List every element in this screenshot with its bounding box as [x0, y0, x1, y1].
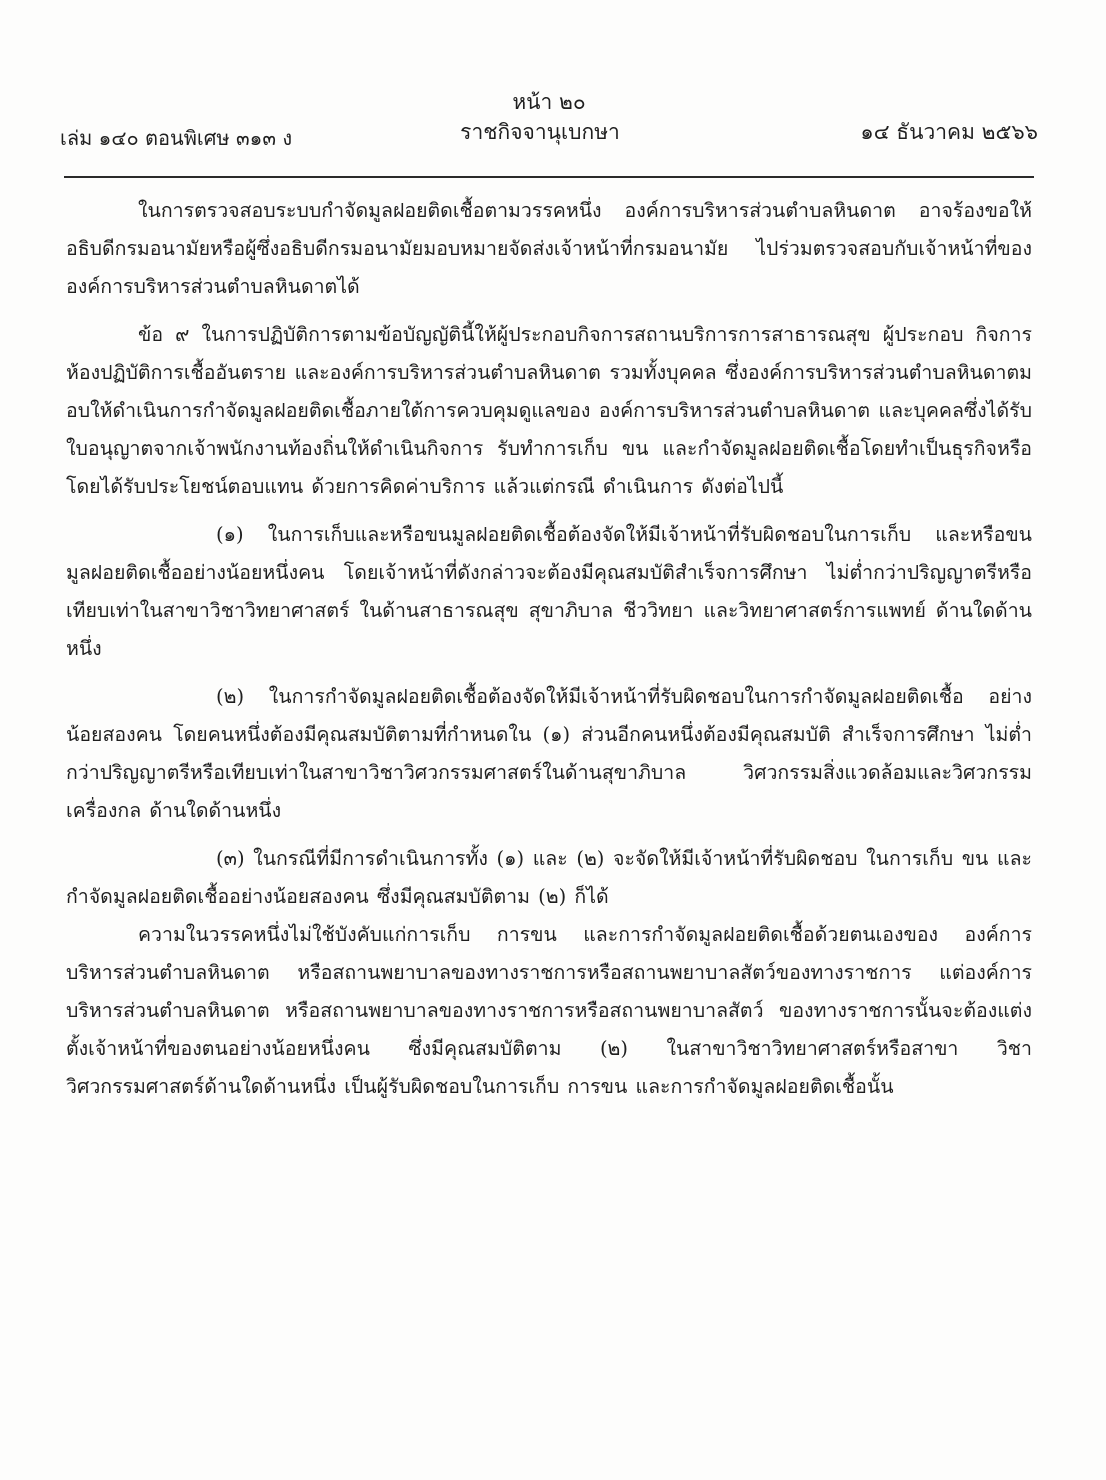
- paragraph-exemption: ความในวรรคหนึ่งไม่ใช้บังคับแก่การเก็บ การขน และการกำจัดมูลฝอยติดเชื้อด้วยตนเองของ องค์การบริหารส่วนตำบลหินดาต หรือสถานพยาบาลของทางราชการหรือสถานพยาบาลสัตว์ของทางราชการ แต่องค์การบริหารส่วนตำบลหินดาต หรือสถานพยาบาลของทางราชการหรือสถานพยาบาลสัตว์ ของทางราชการนั้นจะต้องแต่งตั้งเจ้าหน้าที่ของตนอย่างน้อยหนึ่งคน ซึ่งมีคุณสมบัติตาม (๒) ในสาขาวิชาวิทยาศาสตร์หรือสาขา วิชาวิศวกรรมศาสตร์ด้านใดด้านหนึ่ง เป็นผู้รับผิดชอบในการเก็บ การขน และการกำจัดมูลฝอยติดเชื้อนั้น: [66, 923, 1032, 1098]
- volume-info: เล่ม ๑๔๐ ตอนพิเศษ ๓๑๓ ง: [60, 126, 293, 150]
- paragraph-article-9: ข้อ ๙ ในการปฏิบัติการตามข้อบัญญัตินี้ให้ผู้ประกอบกิจการสถานบริการการสาธารณสุข ผู้ประกอบ กิจการห้องปฏิบัติการเชื้ออันตราย และองค์การบริหารส่วนตำบลหินดาต รวมทั้งบุคคล ซึ่งองค์การบริหารส่วนตำบลหินดาตมอบให้ดำเนินการกำจัดมูลฝอยติดเชื้อภายใต้การควบคุมดูแลของ องค์การบริหารส่วนตำบลหินดาต และบุคคลซึ่งได้รับใบอนุญาตจากเจ้าพนักงานท้องถิ่นให้ดำเนินกิจการ รับทำการเก็บ ขน และกำจัดมูลฝอยติดเชื้อโดยทำเป็นธุรกิจหรือโดยได้รับประโยชน์ตอบแทน ด้วยการคิดค่าบริการ แล้วแต่กรณี ดำเนินการ ดังต่อไปนี้: [66, 323, 1032, 498]
- paragraph-item-3: (๓) ในกรณีที่มีการดำเนินการทั้ง (๑) และ (๒) จะจัดให้มีเจ้าหน้าที่รับผิดชอบ ในการเก็บ ขน และกำจัดมูลฝอยติดเชื้ออย่างน้อยสองคน ซึ่งมีคุณสมบัติตาม (๒) ก็ได้: [66, 847, 1032, 908]
- page-header: [60, 86, 1038, 166]
- gazette-name: ราชกิจจานุเบกษา: [460, 120, 620, 144]
- page-number: หน้า ๒๐: [512, 90, 586, 114]
- issue-date: ๑๔ ธันวาคม ๒๕๖๖: [860, 120, 1038, 144]
- paragraph-item-1: (๑) ในการเก็บและหรือขนมูลฝอยติดเชื้อต้องจัดให้มีเจ้าหน้าที่รับผิดชอบในการเก็บ และหรือขนมูลฝอยติดเชื้ออย่างน้อยหนึ่งคน โดยเจ้าหน้าที่ดังกล่าวจะต้องมีคุณสมบัติสำเร็จการศึกษา ไม่ต่ำกว่าปริญญาตรีหรือเทียบเท่าในสาขาวิชาวิทยาศาสตร์ ในด้านสาธารณสุข สุขาภิบาล ชีววิทยา และวิทยาศาสตร์การแพทย์ ด้านใดด้านหนึ่ง: [66, 523, 1032, 660]
- header-divider: [64, 176, 1034, 178]
- document-body: [66, 192, 1032, 1106]
- paragraph-item-2: (๒) ในการกำจัดมูลฝอยติดเชื้อต้องจัดให้มีเจ้าหน้าที่รับผิดชอบในการกำจัดมูลฝอยติดเชื้อ อย่างน้อยสองคน โดยคนหนึ่งต้องมีคุณสมบัติตามที่กำหนดใน (๑) ส่วนอีกคนหนึ่งต้องมีคุณสมบัติ สำเร็จการศึกษา ไม่ต่ำกว่าปริญญาตรีหรือเทียบเท่าในสาขาวิชาวิศวกรรมศาสตร์ในด้านสุขาภิบาล วิศวกรรมสิ่งแวดล้อมและวิศวกรรมเครื่องกล ด้านใดด้านหนึ่ง: [66, 685, 1032, 822]
- paragraph-inspection: ในการตรวจสอบระบบกำจัดมูลฝอยติดเชื้อตามวรรคหนึ่ง องค์การบริหารส่วนตำบลหินดาต อาจร้องขอให้อธิบดีกรมอนามัยหรือผู้ซึ่งอธิบดีกรมอนามัยมอบหมายจัดส่งเจ้าหน้าที่กรมอนามัย ไปร่วมตรวจสอบกับเจ้าหน้าที่ขององค์การบริหารส่วนตำบลหินดาตได้: [66, 199, 1032, 298]
